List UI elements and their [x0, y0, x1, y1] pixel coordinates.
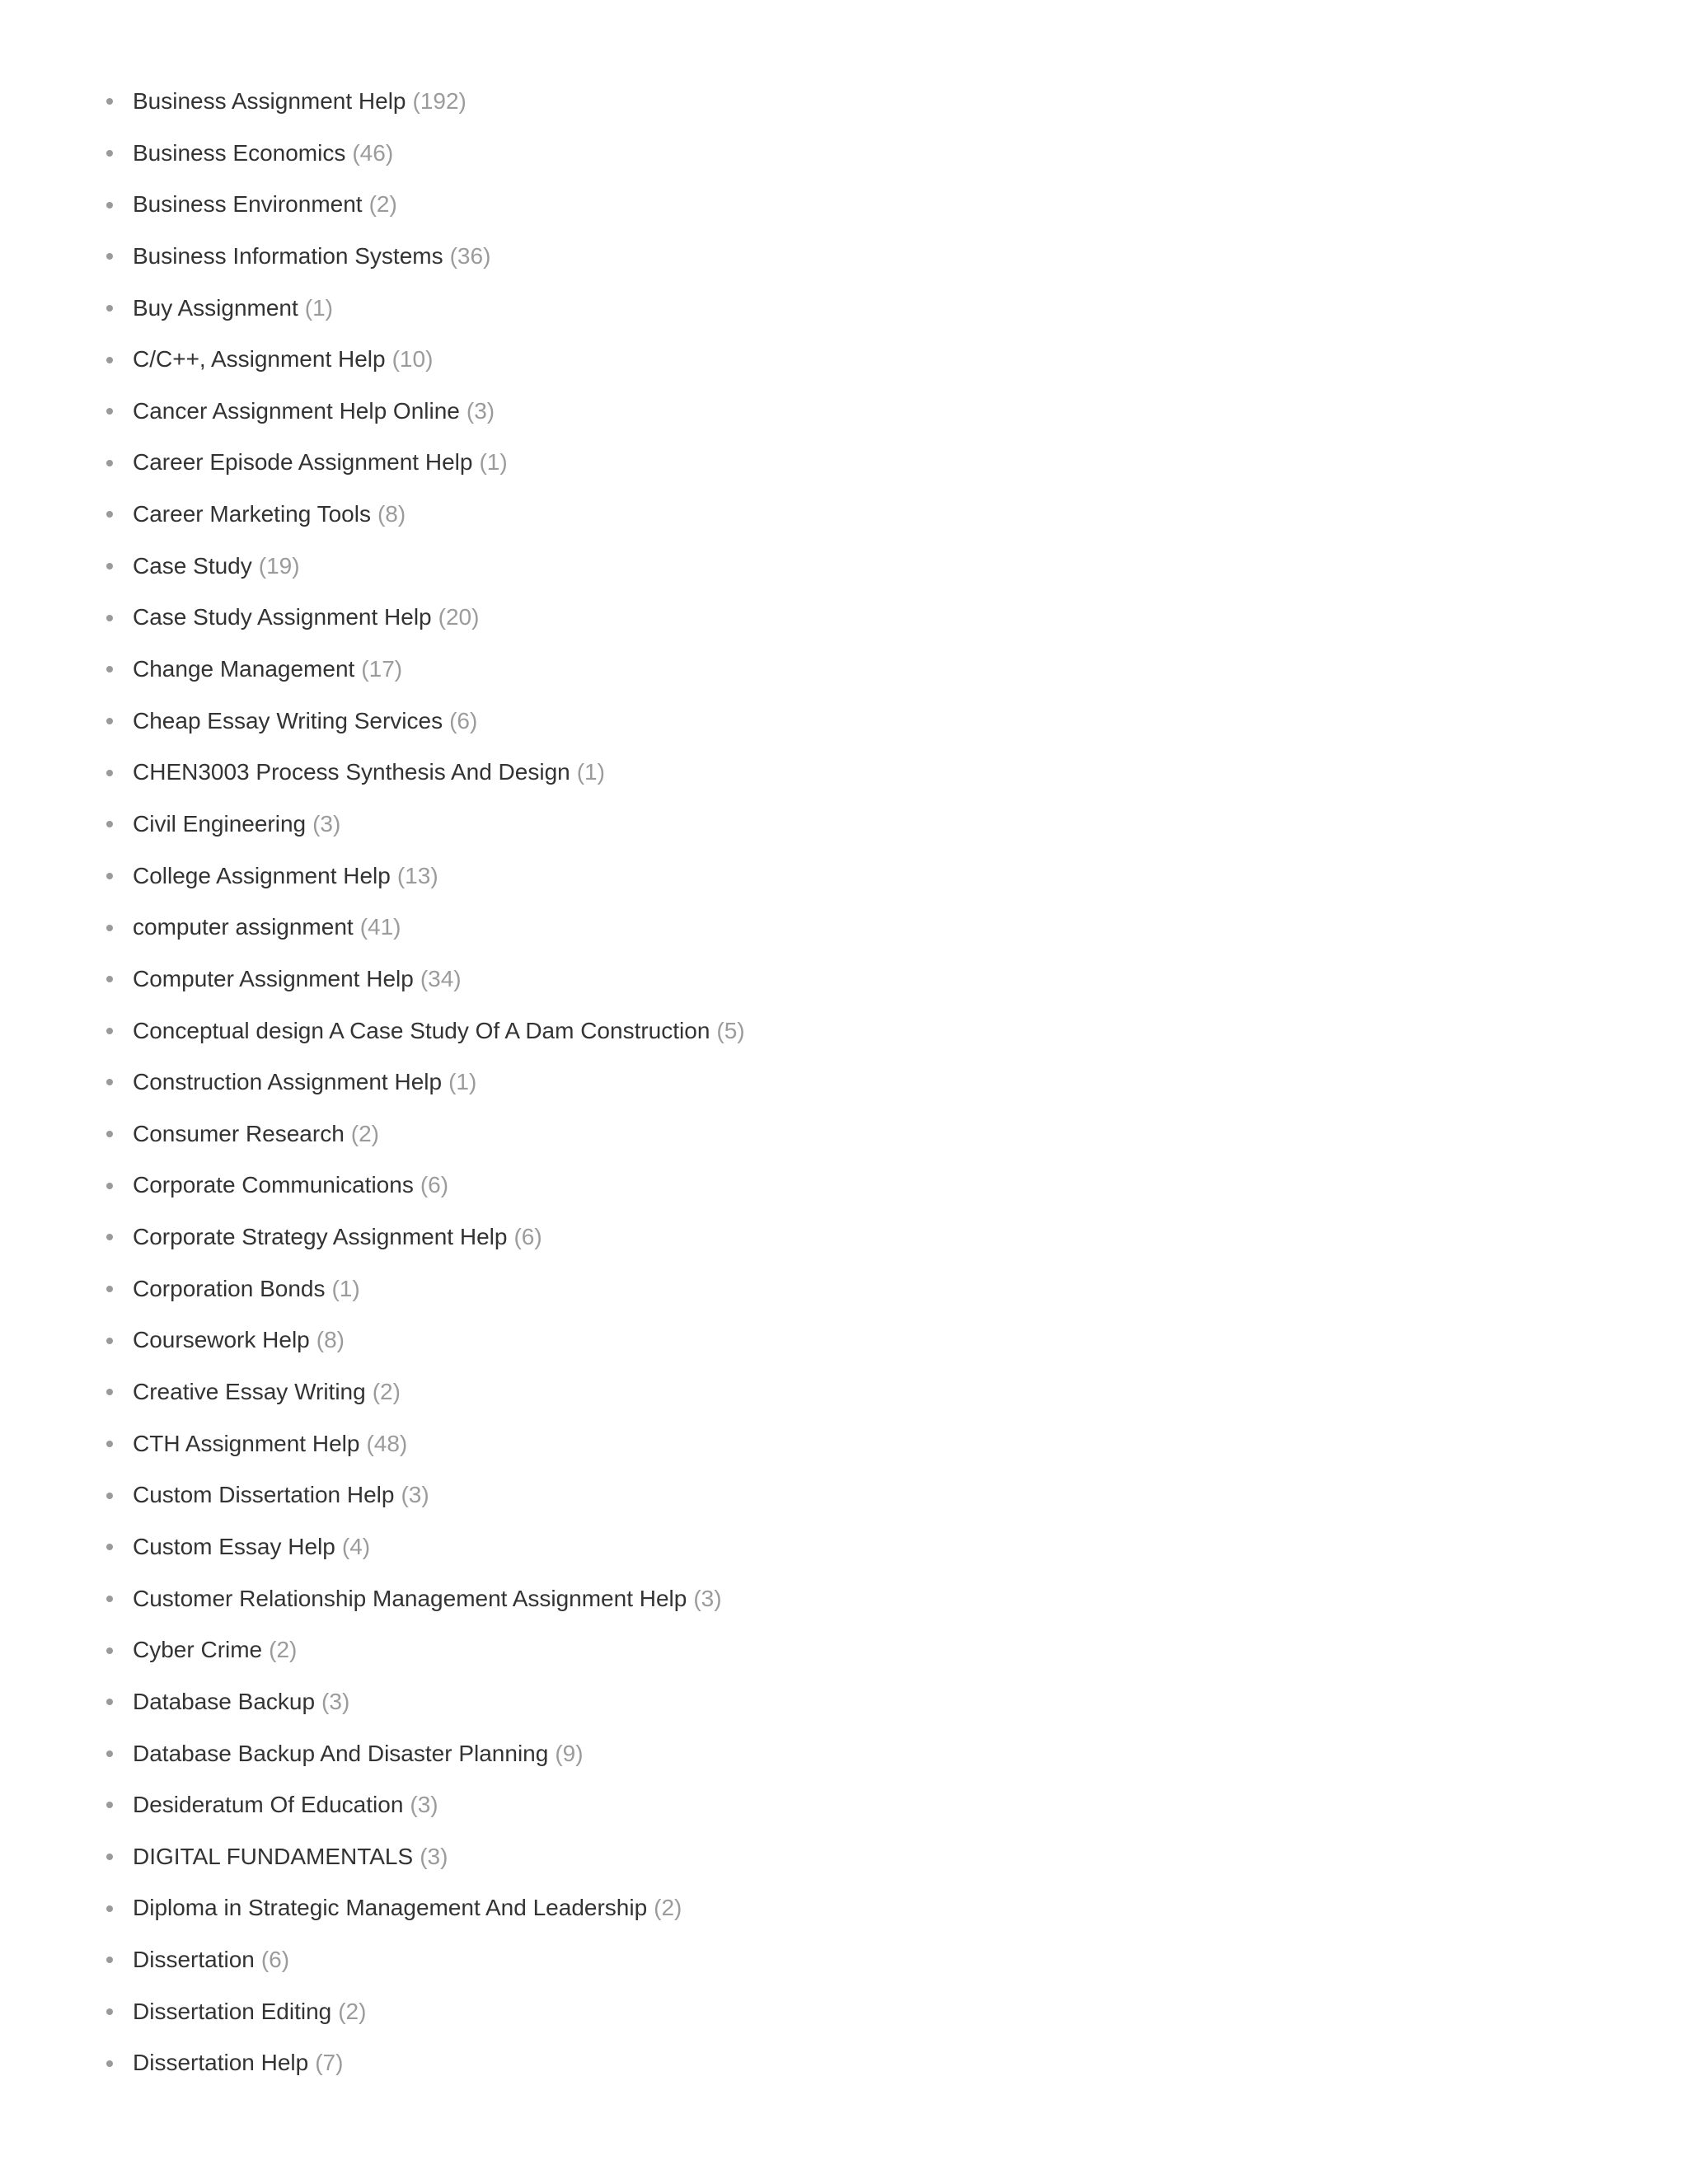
category-link[interactable]: Dissertation Help	[133, 2050, 309, 2076]
category-count: (7)	[315, 2050, 344, 2076]
category-link[interactable]: Dissertation Editing	[133, 1998, 332, 2024]
category-count: (6)	[513, 1224, 542, 1250]
category-list	[0, 76, 1688, 2089]
bullet-icon	[106, 1544, 113, 1550]
list-item	[0, 437, 1688, 489]
category-count: (19)	[258, 552, 300, 579]
list-item	[0, 334, 1688, 386]
bullet-icon	[106, 1957, 113, 1963]
list-item	[0, 1779, 1688, 1831]
category-link[interactable]: Case Study Assignment Help	[133, 604, 432, 630]
list-item	[0, 76, 1688, 128]
bullet-icon	[106, 1338, 113, 1344]
bullet-icon	[106, 1854, 113, 1860]
bullet-icon	[106, 718, 113, 724]
category-link[interactable]: Civil Engineering	[133, 810, 307, 837]
category-link[interactable]: Desideratum Of Education	[133, 1792, 404, 1818]
category-link[interactable]: Construction Assignment Help	[133, 1069, 443, 1095]
bullet-icon	[106, 98, 113, 105]
category-count: (8)	[377, 501, 406, 527]
category-count: (3)	[466, 397, 495, 424]
category-count: (17)	[361, 656, 403, 682]
category-link[interactable]: Customer Relationship Management Assignment Help	[133, 1585, 687, 1611]
category-count: (41)	[359, 914, 401, 940]
category-link[interactable]: Business Information Systems	[133, 242, 443, 269]
category-link[interactable]: Database Backup And Disaster Planning	[133, 1740, 549, 1766]
category-count: (1)	[576, 759, 605, 785]
bullet-icon	[106, 873, 113, 879]
bullet-icon	[106, 2008, 113, 2015]
category-count: (5)	[716, 1017, 745, 1043]
category-link[interactable]: Computer Assignment Help	[133, 965, 414, 991]
category-link[interactable]: Cancer Assignment Help Online	[133, 397, 460, 424]
category-count: (9)	[555, 1740, 584, 1766]
bullet-icon	[106, 2060, 113, 2067]
category-count: (34)	[420, 965, 462, 991]
list-item	[0, 1624, 1688, 1676]
bullet-icon	[106, 460, 113, 466]
list-item	[0, 1676, 1688, 1728]
category-link[interactable]: Career Marketing Tools	[133, 501, 371, 527]
category-link[interactable]: Cyber Crime	[133, 1637, 263, 1663]
bullet-icon	[106, 1699, 113, 1705]
category-count: (6)	[449, 707, 478, 733]
bullet-icon	[106, 1389, 113, 1395]
list-item	[0, 1418, 1688, 1470]
bullet-icon	[106, 1441, 113, 1447]
category-link[interactable]: College Assignment Help	[133, 862, 391, 888]
category-count: (8)	[316, 1327, 345, 1353]
bullet-icon	[106, 1905, 113, 1912]
list-item	[0, 1521, 1688, 1573]
category-link[interactable]: Custom Essay Help	[133, 1533, 335, 1559]
category-link[interactable]: Database Backup	[133, 1688, 316, 1714]
category-count: (3)	[693, 1585, 722, 1611]
bullet-icon	[106, 925, 113, 931]
bullet-icon	[106, 1183, 113, 1189]
list-item	[0, 1469, 1688, 1521]
category-count: (46)	[352, 139, 394, 166]
category-link[interactable]: Case Study	[133, 552, 252, 579]
category-count: (1)	[331, 1275, 360, 1301]
category-count: (3)	[312, 810, 341, 837]
category-count: (13)	[396, 862, 438, 888]
category-link[interactable]: Career Episode Assignment Help	[133, 449, 473, 476]
list-item	[0, 1728, 1688, 1780]
list-item	[0, 696, 1688, 748]
list-item	[0, 179, 1688, 231]
bullet-icon	[106, 666, 113, 673]
category-link[interactable]: CTH Assignment Help	[133, 1430, 360, 1456]
list-item	[0, 1005, 1688, 1057]
category-link[interactable]: CHEN3003 Process Synthesis And Design	[133, 759, 570, 785]
category-link[interactable]: computer assignment	[133, 914, 354, 940]
bullet-icon	[106, 150, 113, 157]
bullet-icon	[106, 1028, 113, 1034]
category-count: (10)	[392, 346, 434, 373]
list-item	[0, 747, 1688, 799]
category-link[interactable]: Business Economics	[133, 139, 346, 166]
bullet-icon	[106, 976, 113, 982]
category-link[interactable]: Diploma in Strategic Management And Leadership	[133, 1895, 648, 1921]
list-item	[0, 489, 1688, 541]
category-link[interactable]: Business Environment	[133, 191, 363, 218]
category-link[interactable]: Creative Essay Writing	[133, 1379, 366, 1405]
category-count: (1)	[479, 449, 508, 476]
list-item	[0, 592, 1688, 644]
list-item	[0, 128, 1688, 180]
category-link[interactable]: Coursework Help	[133, 1327, 310, 1353]
bullet-icon	[106, 1079, 113, 1085]
list-item	[0, 851, 1688, 902]
list-item	[0, 541, 1688, 593]
category-count: (2)	[350, 1120, 380, 1146]
bullet-icon	[106, 1647, 113, 1654]
list-item	[0, 1212, 1688, 1263]
category-link[interactable]: Conceptual design A Case Study Of A Dam Construction	[133, 1017, 710, 1043]
category-link[interactable]: Buy Assignment	[133, 294, 298, 321]
category-link[interactable]: Corporate Communications	[133, 1172, 414, 1198]
category-count: (1)	[448, 1069, 477, 1095]
list-item	[0, 954, 1688, 1005]
bullet-icon	[106, 202, 113, 209]
list-item	[0, 1573, 1688, 1625]
bullet-icon	[106, 253, 113, 260]
category-link[interactable]: Dissertation	[133, 1947, 255, 1973]
list-item	[0, 902, 1688, 954]
bullet-icon	[106, 1750, 113, 1757]
bullet-icon	[106, 1493, 113, 1499]
bullet-icon	[106, 357, 113, 363]
category-count: (2)	[372, 1379, 401, 1405]
bullet-icon	[106, 1596, 113, 1602]
category-link[interactable]: C/C++, Assignment Help	[133, 346, 386, 373]
category-link[interactable]: Consumer Research	[133, 1120, 345, 1146]
bullet-icon	[106, 563, 113, 569]
list-item	[0, 799, 1688, 851]
category-count: (6)	[260, 1947, 290, 1973]
bullet-icon	[106, 511, 113, 518]
category-count: (192)	[412, 88, 467, 114]
list-item	[0, 231, 1688, 283]
list-item	[0, 1057, 1688, 1108]
list-item	[0, 644, 1688, 696]
bullet-icon	[106, 770, 113, 776]
list-item	[0, 1366, 1688, 1418]
category-count: (3)	[410, 1792, 438, 1818]
list-item	[0, 2037, 1688, 2089]
list-item	[0, 386, 1688, 438]
category-count: (6)	[420, 1172, 449, 1198]
category-count: (4)	[341, 1533, 371, 1559]
list-item	[0, 1882, 1688, 1934]
category-count: (3)	[401, 1482, 429, 1508]
category-count: (48)	[366, 1430, 408, 1456]
category-count: (2)	[269, 1637, 298, 1663]
list-item	[0, 1831, 1688, 1883]
category-count: (2)	[654, 1895, 682, 1921]
category-link[interactable]: Change Management	[133, 656, 355, 682]
bullet-icon	[106, 408, 113, 415]
list-item	[0, 1263, 1688, 1315]
bullet-icon	[106, 1286, 113, 1292]
category-count: (2)	[338, 1998, 367, 2024]
category-count: (3)	[321, 1688, 350, 1714]
list-item	[0, 1934, 1688, 1986]
category-count: (20)	[438, 604, 480, 630]
bullet-icon	[106, 1234, 113, 1240]
list-item	[0, 283, 1688, 335]
bullet-icon	[106, 1802, 113, 1808]
category-link[interactable]: DIGITAL FUNDAMENTALS	[133, 1843, 414, 1869]
bullet-icon	[106, 305, 113, 312]
category-count: (3)	[420, 1843, 448, 1869]
category-count: (36)	[449, 242, 491, 269]
category-link[interactable]: Corporation Bonds	[133, 1275, 326, 1301]
list-item	[0, 1986, 1688, 2038]
list-item	[0, 1108, 1688, 1160]
category-count: (2)	[368, 191, 397, 218]
category-count: (1)	[304, 294, 334, 321]
bullet-icon	[106, 821, 113, 827]
category-link[interactable]: Custom Dissertation Help	[133, 1482, 395, 1508]
bullet-icon	[106, 615, 113, 621]
category-link[interactable]: Corporate Strategy Assignment Help	[133, 1224, 508, 1250]
list-item	[0, 1315, 1688, 1366]
bullet-icon	[106, 1131, 113, 1137]
category-link[interactable]: Cheap Essay Writing Services	[133, 707, 443, 733]
list-item	[0, 1160, 1688, 1212]
category-link[interactable]: Business Assignment Help	[133, 88, 406, 114]
